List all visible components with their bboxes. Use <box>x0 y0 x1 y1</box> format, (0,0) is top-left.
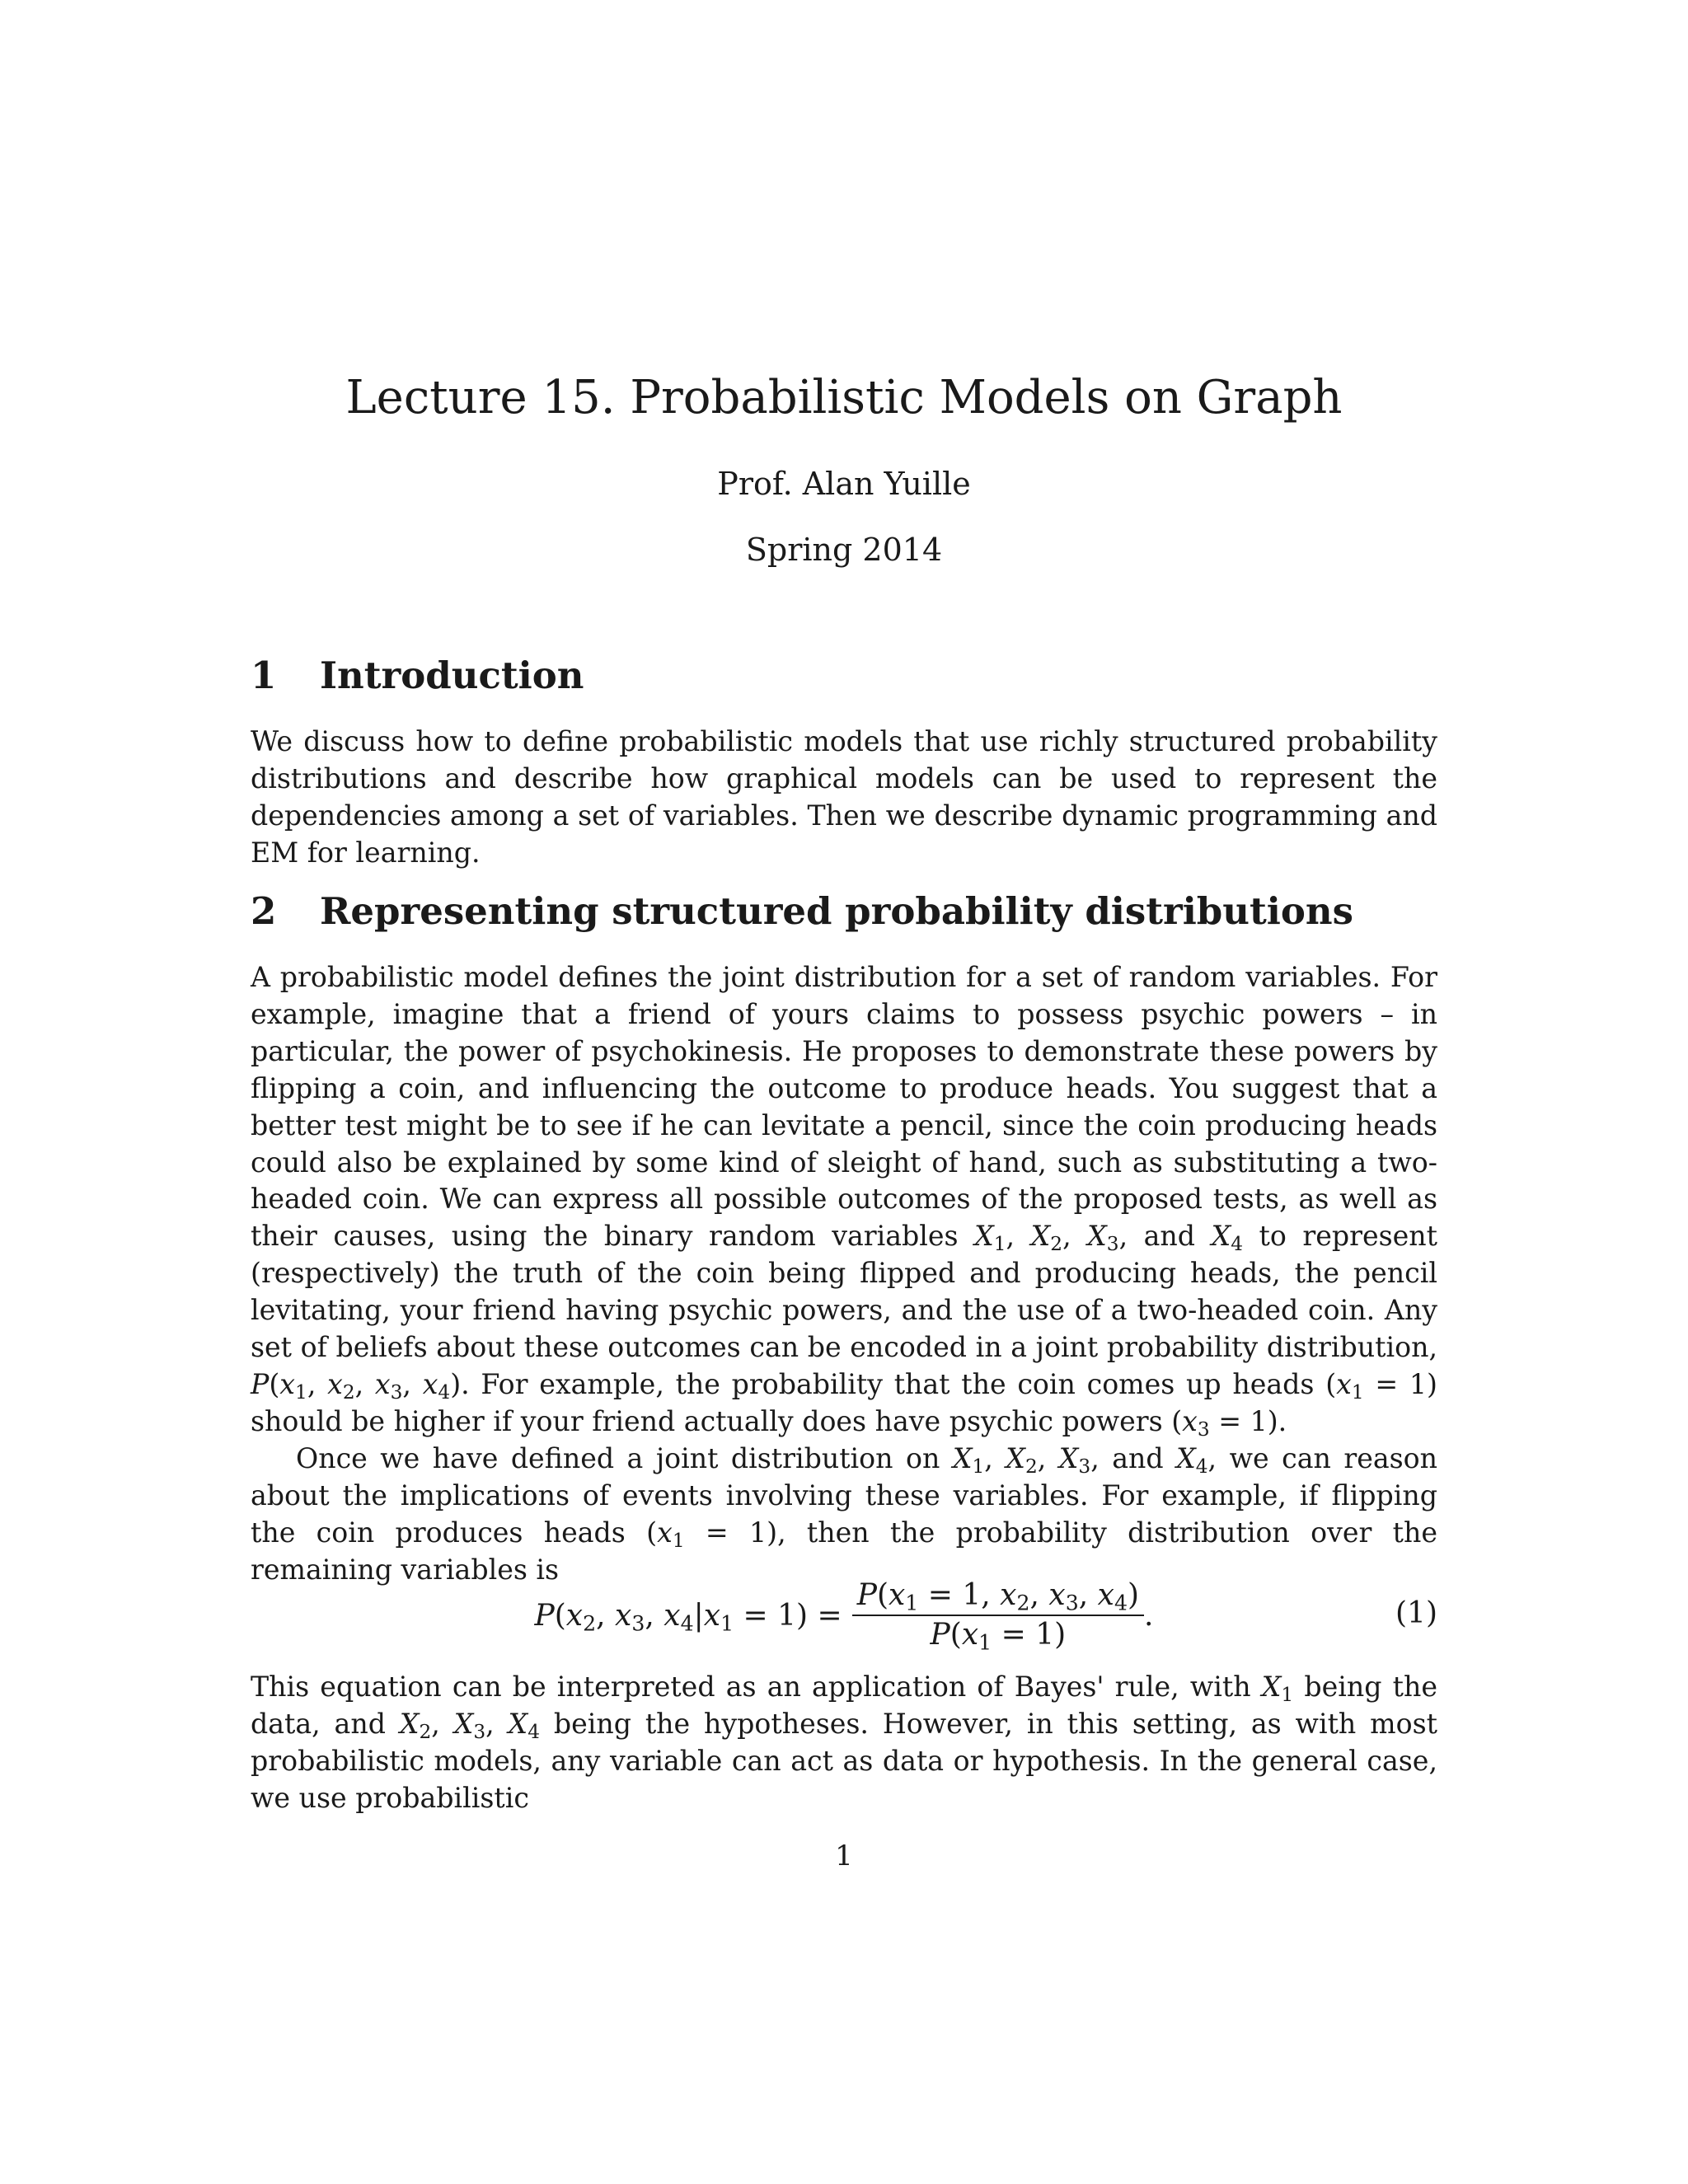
math-inline: $P(x_1$, $x_2$, $x_3$, $x_4$) <box>251 1367 462 1404</box>
math-inline: $X_2$, $X_3$, $X_4$ <box>399 1707 540 1743</box>
text-run: . <box>1278 1404 1287 1437</box>
text-run: This equation can be interpreted as an application of Bayes' rule, with <box>251 1671 1251 1703</box>
text-run: to represent (respectively) the truth of the coin being flipped and producing heads, the pencil levitating, your friend having psychic powers, and the use of a two-headed coin. Any set of beliefs about these outcomes can be encoded in a joint probability distribution, <box>251 1220 1437 1364</box>
body-paragraph <box>251 959 1437 1441</box>
section-heading-representing <box>251 888 1353 935</box>
math-inline: $X_1$ <box>1261 1671 1294 1706</box>
text-run: should be higher if your friend actually does have psychic powers <box>251 1404 1163 1437</box>
math-inline: $(x_1 = 1)$ <box>1325 1367 1437 1404</box>
body-paragraph <box>251 1669 1437 1817</box>
equation-1 <box>251 1574 1437 1657</box>
math-inline: $(x_3 = 1)$ <box>1171 1404 1278 1441</box>
equation-denominator: $P(x_1 = 1)$ <box>930 1618 1067 1655</box>
section-number: 1 <box>251 654 277 697</box>
text-run: , then the probability distribution over the remaining variables is <box>251 1516 1437 1586</box>
body-paragraph <box>251 1441 1437 1589</box>
text-run: we can reason about the implications of events involving these variables. For example, if flipping the coin produces heads <box>251 1442 1438 1549</box>
section-number: 2 <box>251 889 277 933</box>
equation-lhs: $P(x_2$, $x_3$, $x_4|x_1 = 1$) = <box>534 1598 842 1635</box>
section-title: Introduction <box>320 654 584 697</box>
page-number: 1 <box>835 1840 853 1872</box>
text-run: being the data, and <box>251 1671 1437 1740</box>
text-run: A probabilistic model defines the joint distribution for a set of random variables. For example, imagine that a friend of yours claims to possess psychic powers – in particular, the power of psychokinesis. He proposes to demonstrate these powers by flipping a coin, and influencing the outcome to produce heads. You suggest that a better test might be to see if he can levitate a pencil, since the coin producing heads could also be explained by some kind of sleight of hand, such as substituting a two-headed coin. We can express all possible outcomes of the proposed tests, as well as their causes, using the binary random variables <box>251 961 1437 1253</box>
section-title: Representing structured probability distributions <box>320 889 1353 933</box>
intro-paragraph: We discuss how to define probabilistic models that use richly structured probability distributions and describe how graphical models can be used to represent the dependencies among a set of variables. Then we describe dynamic programming and EM for learning. <box>251 725 1437 869</box>
math-inline: $(x_1 = 1)$ <box>646 1516 778 1552</box>
equation-fraction <box>852 1577 1144 1654</box>
text-run: being the hypotheses. However, in this setting, as with most probabilistic models, any variable can act as data or hypothesis. In the general case, we use probabilistic <box>251 1707 1437 1814</box>
text-run: Once we have defined a joint distribution on <box>296 1442 940 1474</box>
math-inline: $X_1$, $X_2$, $X_3$, and $X_4$ <box>974 1220 1243 1256</box>
paper-title: Lecture 15. Probabilistic Models on Graph <box>345 371 1343 424</box>
section-heading-introduction <box>251 653 584 699</box>
equation-body <box>251 1574 1437 1657</box>
math-inline: $X_1$, $X_2$, $X_3$, and $X_4$, <box>952 1442 1217 1478</box>
equation-numerator: $P(x_1 = 1$, $x_2$, $x_3$, $x_4$) <box>852 1577 1144 1616</box>
author: Prof. Alan Yuille <box>717 466 971 502</box>
date: Spring 2014 <box>745 532 943 568</box>
equation-number: (1) <box>1395 1596 1437 1630</box>
equation-period: . <box>1144 1598 1154 1633</box>
text-run: . For example, the probability that the coin comes up heads <box>461 1367 1315 1400</box>
